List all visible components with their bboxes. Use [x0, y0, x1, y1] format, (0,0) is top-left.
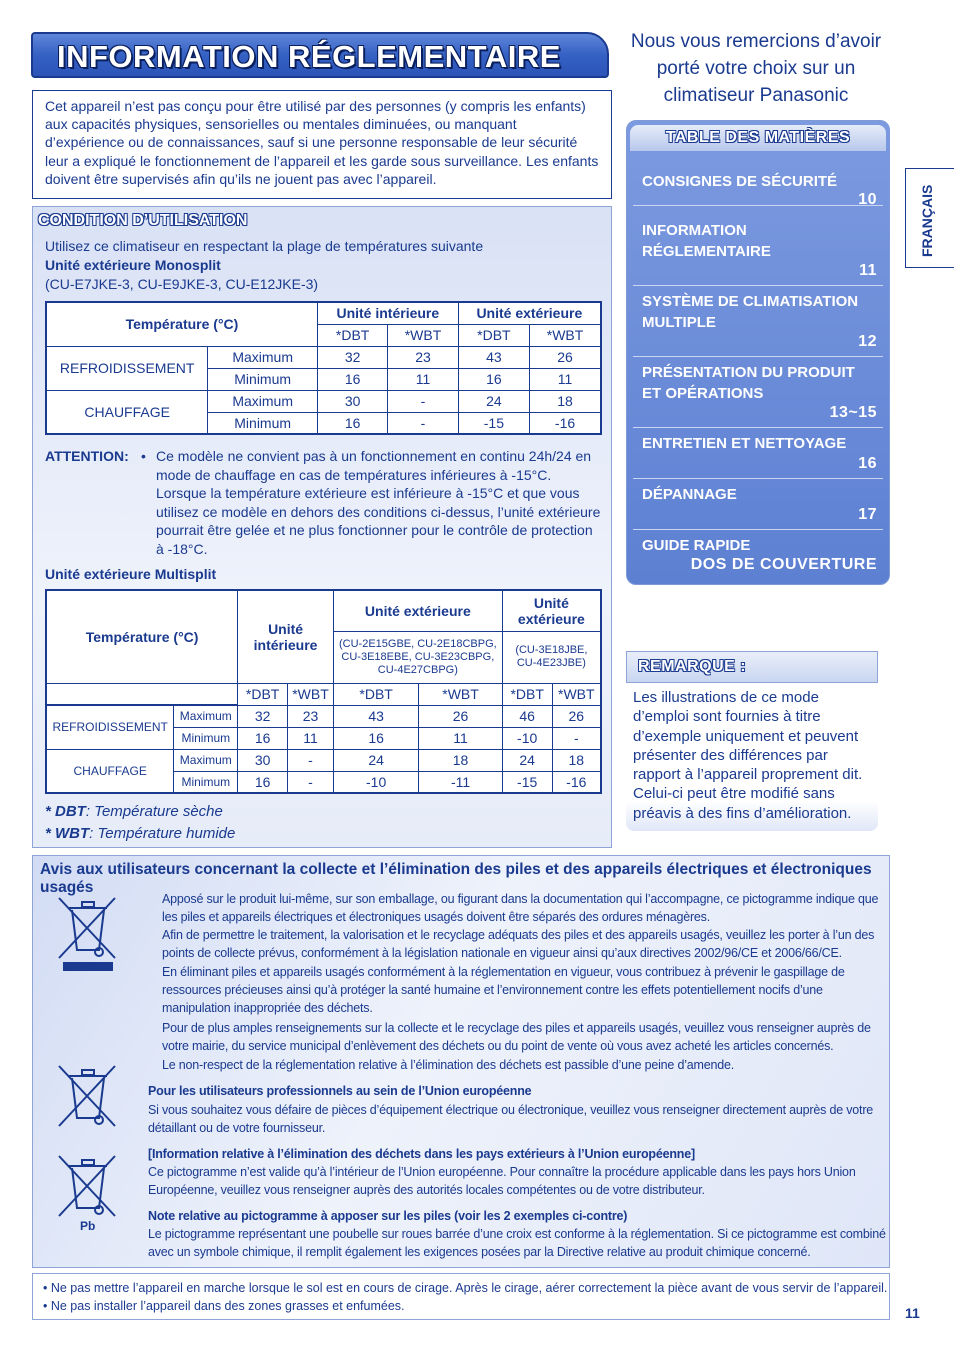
toc-item-label: PRÉSENTATION DU PRODUIT ET OPÉRATIONS [642, 364, 855, 402]
table-cell: 16 [238, 771, 288, 793]
t2-heat-label: CHAUFFAGE [46, 749, 174, 793]
t2-wbt: *WBT [288, 683, 334, 705]
toc-item-page: 16 [858, 455, 877, 472]
disposal-title: Avis aux utilisateurs concernant la collecte et l’élimination des piles et des appareils électriques et électroniques usagés [40, 861, 872, 896]
footer-notes [32, 1273, 890, 1320]
crossed-bin-icon [55, 892, 121, 974]
t1-wbt: *WBT [388, 324, 458, 346]
disposal-paragraph: Apposé sur le produit lui-même, sur son emballage, ou figurant dans la documentation qui l’accompagne, ce pictogramme indique que les piles et appareils électriques et électroniques usagés doivent être séparés des ordures ménagères. [162, 892, 879, 925]
table-cell: 24 [333, 749, 418, 771]
page-number: 11 [905, 1305, 920, 1321]
intro-notice: Cet appareil n’est pas conçu pour être utilisé par des personnes (y compris les enfants) aux capacités physiques, sensorielles ou mentales diminuées, ou manquant d’expérience ou de connaissances, sauf si une personne responsable de leur sécurité leur a expliqué le fonctionnement de l’appareil et les garde sous surveillance. Les enfants doivent être supervisés afin qu’ils ne jouent pas avec l’appareil. [32, 90, 612, 199]
pro-users-title: Pour les utilisateurs professionnels au sein de l’Union européenne [148, 1084, 532, 1098]
remark-header [626, 651, 878, 683]
table-cell: 16 [458, 368, 529, 390]
toc-item-multi-system[interactable] [633, 287, 883, 357]
t1-temp-label: Température (°C) [46, 302, 317, 346]
table-cell: -15 [502, 771, 552, 793]
battery-note-title: Note relative au pictogramme à apposer sur les piles (voir les 2 exemples ci-contre) [148, 1209, 628, 1223]
t2-dbt: *DBT [238, 683, 288, 705]
t1-outdoor-header: Unité extérieure [458, 302, 601, 324]
table-cell: 18 [552, 749, 601, 771]
toc-item-label: CONSIGNES DE SÉCURITÉ [642, 173, 838, 190]
page-title: INFORMATION RÉGLEMENTAIRE [57, 39, 561, 74]
page-title-banner [31, 32, 609, 78]
table-cell: - [388, 412, 458, 434]
t2-wbt: *WBT [419, 683, 502, 705]
t2-min-label: Minimum [174, 727, 238, 749]
t2-outdoor-b-models: (CU-3E18JBE, CU-4E23JBE) [502, 631, 601, 683]
table-cell: 11 [388, 368, 458, 390]
battery-bin-icon [55, 1152, 121, 1218]
toc-item-label: INFORMATION RÉGLEMENTAIRE [642, 222, 771, 260]
toc-item-troubleshooting[interactable] [633, 480, 883, 530]
dbt-text: : Température sèche [85, 803, 223, 820]
toc-item-label: DÉPANNAGE [642, 486, 737, 503]
disposal-section [32, 855, 890, 1268]
t2-outdoor-b-header: Unité extérieure [502, 590, 601, 631]
toc-item-page: DOS DE COUVERTURE [690, 556, 877, 573]
table-cell: 16 [238, 727, 288, 749]
footer-note: • Ne pas mettre l’appareil en marche lorsque le sol est en cours de cirage. Après le cirage, aérer correctement la pièce avant de vous servir de l’appareil. [43, 1281, 888, 1295]
t2-outdoor-a-header: Unité extérieure [333, 590, 502, 631]
mono-models: (CU-E7JKE-3, CU-E9JKE-3, CU-E12JKE-3) [45, 276, 319, 292]
table-of-contents [626, 120, 890, 585]
t1-max-label: Maximum [208, 390, 318, 412]
remark-box [626, 683, 878, 831]
t2-dbt: *DBT [502, 683, 552, 705]
battery-note-text: Le pictogramme représentant une poubelle sur roues barrée d’une croix est conforme à la réglementation. Si ce pictogramme est combiné avec un symbole chimique, il remplit également les exigences posées par la Directive relative au produit chimique concerné. [148, 1227, 886, 1260]
pb-label: Pb [80, 1219, 96, 1233]
table-cell: 16 [317, 412, 387, 434]
t1-heat-label: CHAUFFAGE [46, 390, 208, 434]
t2-min-label: Minimum [174, 771, 238, 793]
table-cell: 32 [238, 705, 288, 727]
footer-note: • Ne pas installer l’appareil dans des zones grasses et enfumées. [43, 1299, 405, 1313]
table-cell: 18 [530, 390, 601, 412]
table-cell: -16 [552, 771, 601, 793]
disposal-paragraph: Pour de plus amples renseignements sur la collecte et le recyclage des piles et appareils usagés, veuillez vous renseigner auprès de votre mairie, du service municipal d’enlèvement des déchets ou du point de vente où vous avez acheté les articles concernés. [162, 1021, 871, 1054]
disposal-paragraph: Afin de permettre le traitement, la valorisation et le recyclage adéquats des piles et des appareils usagés, veuillez les porter à l’un des points de collecte prévus, conformément à la législation nationale en vigueur ainsi qu’aux directives 2002/96/CE et 2006/66/CE. [162, 928, 875, 961]
multisplit-temperature-table [45, 589, 602, 794]
toc-item-safety[interactable] [633, 166, 883, 206]
table-cell: 16 [333, 727, 418, 749]
toc-item-product-operations[interactable] [633, 358, 883, 428]
table-cell: -15 [458, 412, 529, 434]
wbt-text: : Température humide [89, 825, 236, 842]
t2-max-label: Maximum [174, 749, 238, 771]
language-tab [905, 168, 954, 268]
toc-item-page: 17 [858, 506, 877, 523]
table-cell: - [288, 749, 334, 771]
t1-max-label: Maximum [208, 346, 318, 368]
table-cell: 16 [317, 368, 387, 390]
t1-min-label: Minimum [208, 368, 318, 390]
table-cell: 26 [530, 346, 601, 368]
outside-eu-text: Ce pictogramme n’est valide qu’à l’intérieur de l’Union européenne. Pour connaître la procédure applicable dans les pays hors Union Européenne, veuillez vous renseigner auprès des autorités locales compétentes ou de votre distributeur. [148, 1165, 856, 1198]
t2-max-label: Maximum [174, 705, 238, 727]
outside-eu-title: [Information relative à l’élimination des déchets dans les pays extérieurs à l’Union européenne] [148, 1147, 695, 1161]
table-cell: 11 [419, 727, 502, 749]
disposal-paragraph: En éliminant piles et appareils usagés conformément à la réglementation en vigueur, vous contribuez à prévenir le gaspillage de ressources précieuses ainsi qu’à protéger la santé humaine et l’environnement contre les effets potentiellement nocifs d’une manipulation inappropriée des déchets. [162, 965, 845, 1016]
t2-wbt: *WBT [552, 683, 601, 705]
table-cell: 11 [530, 368, 601, 390]
table-cell: 23 [388, 346, 458, 368]
table-cell: -16 [530, 412, 601, 434]
t2-cool-label: REFROIDISSEMENT [46, 705, 174, 749]
toc-item-page: 11 [859, 262, 877, 279]
remark-text: Les illustrations de ce mode d’emploi sont fournies à titre d’exemple uniquement et peuvent présenter des différences par rapport à l’appareil proprement dit. Celui-ci peut être modifié sans préavis à des fins d’amélioration. [633, 689, 863, 822]
t1-dbt: *DBT [458, 324, 529, 346]
table-cell: -10 [333, 771, 418, 793]
t2-dbt: *DBT [333, 683, 418, 705]
table-cell: - [388, 390, 458, 412]
condition-heading: CONDITION D’UTILISATION [38, 212, 248, 229]
table-cell: 26 [419, 705, 502, 727]
dbt-key: * DBT [45, 803, 86, 820]
t1-wbt: *WBT [530, 324, 601, 346]
toc-item-label: SYSTÈME DE CLIMATISATION MULTIPLE [642, 293, 859, 331]
multi-title: Unité extérieure Multisplit [45, 566, 217, 582]
t1-dbt: *DBT [317, 324, 387, 346]
table-cell: 30 [238, 749, 288, 771]
toc-item-quick-guide[interactable] [633, 531, 883, 579]
toc-item-maintenance[interactable] [633, 429, 883, 479]
toc-item-page: 13~15 [829, 404, 877, 421]
table-cell: 43 [458, 346, 529, 368]
dbt-definition [45, 803, 223, 821]
thanks-message: Nous vous remercions d’avoir porté votre choix sur un climatiseur Panasonic [630, 31, 882, 106]
mono-title: Unité extérieure Monosplit [45, 257, 221, 273]
table-cell: - [552, 727, 601, 749]
toc-header [630, 125, 886, 151]
toc-item-label: GUIDE RAPIDE [642, 537, 751, 554]
toc-heading: TABLE DES MATIÈRES [665, 129, 851, 146]
attention-bullet: • [141, 448, 146, 464]
remark-heading: REMARQUE : [638, 658, 747, 675]
table-cell: -10 [502, 727, 552, 749]
t2-temp-label: Température (°C) [46, 590, 238, 683]
t2-outdoor-a-models: (CU-2E15GBE, CU-2E18CBPG, CU-3E18EBE, CU-3E23CBPG, CU-4E27CBPG) [333, 631, 502, 683]
pro-users-text: Si vous souhaitez vous défaire de pièces d’équipement électrique ou électronique, veuillez vous renseigner directement auprès de votre détaillant ou de votre fournisseur. [148, 1103, 874, 1136]
attention-text: Ce modèle ne convient pas à un fonctionnement en continu 24h/24 en mode de chauffage en cas de températures inférieures à -15°C. Lorsque la température extérieure est inférieure à -15°C et que vous utilisez ce modèle en dehors des conditions ci-dessus, l’unité extérieure pourrait être gelée et ne plus fonctionner pour le contrôle de protection à -18°C. [156, 448, 601, 557]
table-cell: 30 [317, 390, 387, 412]
table-cell: 32 [317, 346, 387, 368]
table-cell: 24 [502, 749, 552, 771]
monosplit-temperature-table [45, 301, 602, 435]
attention-label: ATTENTION: [45, 448, 129, 464]
table-cell: 43 [333, 705, 418, 727]
toc-item-label: ENTRETIEN ET NETTOYAGE [642, 435, 847, 452]
t1-indoor-header: Unité intérieure [317, 302, 458, 324]
language-label: FRANÇAIS [919, 184, 935, 257]
toc-item-page: 10 [858, 191, 877, 208]
table-cell: 23 [288, 705, 334, 727]
table-cell: - [288, 771, 334, 793]
toc-item-page: 12 [858, 333, 877, 350]
wbt-definition [45, 825, 235, 843]
disposal-paragraph: Le non-respect de la réglementation relative à l’élimination des déchets est passible d’une peine d’amende. [162, 1058, 735, 1072]
table-cell: 11 [288, 727, 334, 749]
table-cell: 26 [552, 705, 601, 727]
table-cell: -11 [419, 771, 502, 793]
t1-cool-label: REFROIDISSEMENT [46, 346, 208, 390]
condition-lead: Utilisez ce climatiseur en respectant la plage de températures suivante [45, 238, 484, 254]
table-cell: 46 [502, 705, 552, 727]
table-cell: 18 [419, 749, 502, 771]
crossed-bin-icon [55, 1062, 121, 1128]
wbt-key: * WBT [45, 825, 90, 842]
t2-indoor-header: Unité intérieure [238, 590, 334, 683]
t1-min-label: Minimum [208, 412, 318, 434]
toc-item-regulatory[interactable] [633, 216, 883, 286]
table-cell: 24 [458, 390, 529, 412]
